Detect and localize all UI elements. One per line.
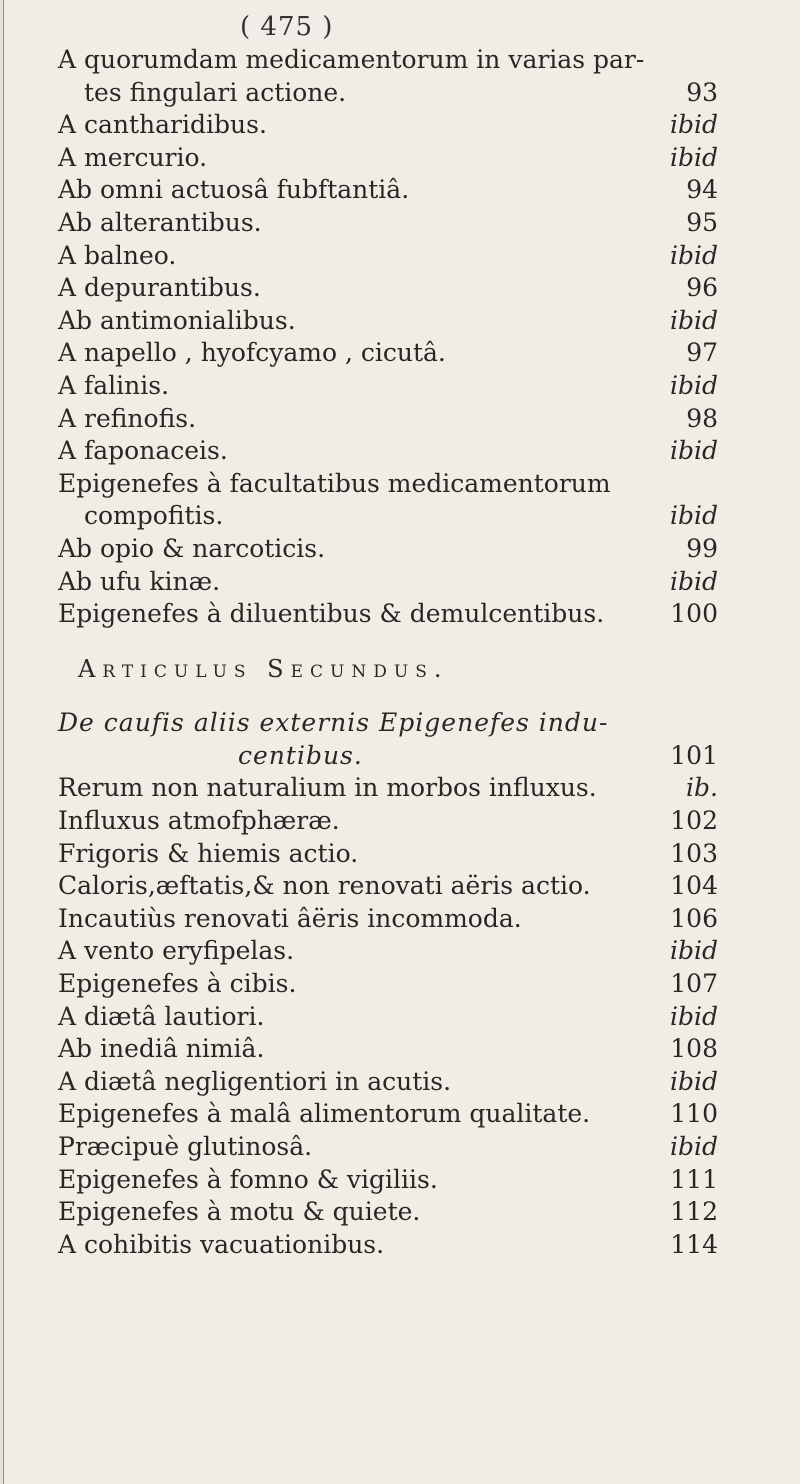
entry-page-ref: ibid [670, 1066, 718, 1096]
entry-page-ref: 97 [686, 338, 718, 368]
entry-text: A vento eryfipelas. [58, 936, 295, 966]
entry-page-ref: 103 [670, 838, 718, 868]
subheading-page-ref: 101 [670, 740, 718, 770]
subheading-text-cont: centibus. [238, 740, 363, 770]
entry-text: Epigenefes à motu & quiete. [58, 1197, 421, 1227]
index-entry [58, 77, 718, 110]
entry-text: Ab ufu kinæ. [58, 566, 221, 596]
index-entry [58, 772, 718, 805]
entry-text: compofitis. [84, 501, 224, 531]
entry-text: A mercurio. [58, 142, 208, 172]
entry-page-ref: ibid [670, 501, 718, 531]
entry-text: Epigenefes à fomno & vigiliis. [58, 1164, 438, 1194]
index-entry [58, 1066, 718, 1099]
entry-text: A falinis. [58, 370, 170, 400]
entry-page-ref: 95 [686, 207, 718, 237]
entry-page-ref: ibid [670, 936, 718, 966]
index-entry [58, 935, 718, 968]
subheading-line2 [58, 740, 718, 773]
entry-page-ref: 99 [686, 533, 718, 563]
entry-text: A quorumdam medicamentorum in varias par- [58, 45, 645, 74]
entry-page-ref: ib. [686, 773, 718, 803]
entry-page-ref: 108 [670, 1034, 718, 1064]
entry-text: A napello , hyofcyamo , cicutâ. [58, 338, 446, 368]
index-entry [58, 305, 718, 338]
entry-page-ref: 98 [686, 403, 718, 433]
entry-text: Epigenefes à cibis. [58, 969, 297, 999]
entry-page-ref: ibid [670, 1132, 718, 1161]
entry-text: A cantharidibus. [58, 110, 267, 140]
entry-text: tes fingulari actione. [84, 77, 347, 107]
index-entry [58, 903, 718, 936]
entry-page-ref: 114 [670, 1229, 718, 1259]
entry-text: Epigenefes à malâ alimentorum qualitate. [58, 1099, 591, 1129]
index-entry [58, 142, 718, 175]
entry-text: A cohibitis vacuationibus. [58, 1229, 385, 1259]
entry-text: Præcipuè glutinosâ. [58, 1132, 313, 1161]
entry-text: Epigenefes à diluentibus & demulcentibus. [58, 599, 605, 629]
index-entry [58, 533, 718, 566]
entry-text: Ab opio & narcoticis. [58, 533, 326, 563]
index-entry [58, 838, 718, 871]
index-entry [58, 598, 718, 631]
entry-text: Incautiùs renovati âëris incommoda. [58, 903, 522, 933]
index-entry [58, 1001, 718, 1034]
section-heading: Articulus Secundus. [78, 654, 449, 683]
entry-page-ref: ibid [670, 1001, 718, 1031]
index-entry [58, 1164, 718, 1197]
entry-page-ref: 111 [670, 1164, 718, 1194]
index-entry [58, 566, 718, 599]
entry-text: Epigenefes à facultatibus medicamentorum [58, 468, 611, 498]
entry-page-ref: ibid [670, 436, 718, 466]
page-number: ( 475 ) [240, 12, 334, 42]
index-entry [58, 370, 718, 403]
index-entry [58, 403, 718, 436]
entry-page-ref: 112 [670, 1197, 718, 1227]
entry-page-ref: ibid [670, 305, 718, 335]
entry-page-ref: ibid [670, 566, 718, 596]
index-entry [58, 272, 718, 305]
entry-text: A diætâ negligentiori in acutis. [58, 1066, 452, 1096]
index-entry [58, 435, 718, 468]
subheading-line1 [58, 707, 718, 740]
entry-page-ref: ibid [670, 370, 718, 400]
page-border-line [3, 0, 4, 1484]
entry-page-ref: ibid [670, 240, 718, 270]
entry-text: Ab alterantibus. [58, 207, 262, 237]
index-entry [58, 1098, 718, 1131]
entry-text: A diætâ lautiori. [58, 1001, 265, 1031]
entry-text: Rerum non naturalium in morbos influxus. [58, 773, 597, 803]
index-entry [58, 174, 718, 207]
entry-page-ref: ibid [670, 142, 718, 172]
entry-text: A refinofis. [58, 403, 197, 433]
entry-page-ref: 93 [686, 77, 718, 107]
index-entry [58, 44, 718, 77]
index-entry [58, 500, 718, 533]
index-entry [58, 207, 718, 240]
entry-text: A depurantibus. [58, 273, 261, 303]
entry-page-ref: 107 [670, 969, 718, 999]
index-entry [58, 1229, 718, 1262]
entry-text: Ab antimonialibus. [58, 305, 296, 335]
index-content [58, 44, 718, 1261]
entry-text: A balneo. [58, 240, 177, 270]
entry-page-ref: 102 [670, 806, 718, 836]
entry-page-ref: ibid [670, 110, 718, 140]
index-entry [58, 337, 718, 370]
index-entry [58, 968, 718, 1001]
entry-page-ref: 104 [670, 871, 718, 901]
index-list-part1 [58, 44, 718, 631]
entry-page-ref: 94 [686, 175, 718, 205]
entry-text: Frigoris & hiemis actio. [58, 838, 359, 868]
index-entry [58, 805, 718, 838]
entry-text: A faponaceis. [58, 436, 228, 466]
index-list-part2 [58, 772, 718, 1261]
subheading-text: De caufis aliis externis Epigenefes indu- [58, 708, 609, 738]
entry-text: Ab inediâ nimiâ. [58, 1034, 265, 1064]
entry-page-ref: 100 [670, 599, 718, 629]
index-entry [58, 468, 718, 501]
index-entry [58, 1033, 718, 1066]
index-entry [58, 240, 718, 273]
entry-text: Ab omni actuosâ fubftantiâ. [58, 175, 410, 205]
entry-text: Influxus atmofphæræ. [58, 806, 340, 836]
entry-page-ref: 110 [670, 1099, 718, 1129]
entry-page-ref: 106 [670, 903, 718, 933]
index-entry [58, 109, 718, 142]
index-entry [58, 870, 718, 903]
entry-page-ref: 96 [686, 273, 718, 303]
entry-text: Caloris,æftatis,& non renovati aëris actio. [58, 871, 591, 901]
index-entry [58, 1131, 718, 1164]
index-entry [58, 1196, 718, 1229]
